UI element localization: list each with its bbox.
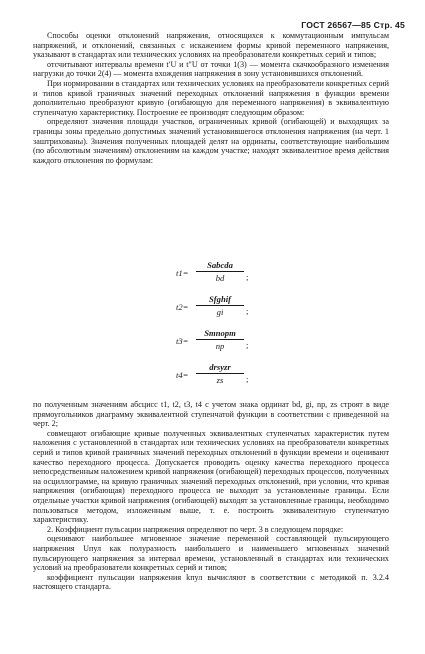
formula-lhs: t2= bbox=[176, 302, 189, 312]
paragraph: совмещают огибающие кривые полученных эквивалентных ступенчатых характеристик путем наложения с установленной в стандартах или технических условиях на преобразователи конкретных серий и типов кривой граничных значений переходных отклонений в функции времени и оценивают качество переходного процесса. Допускается проводить оценку качества переходного процесса непосредственным наложением кривой напряжения (огибающей) переходных процессов, полученных на осциллограмме, на кривую граничных значений переходных отклонений, при условии, что кривая напряжения (огибающая) переходного процесса не выходит за установленные границы. Если отдельные участки кривой напряжения (огибающей) выходят за установленные границы, необходимо пользоваться методом, изложенным выше, т. е. построить эквивалентную ступенчатую характеристику. bbox=[33, 428, 389, 525]
paragraph: При нормировании в стандартах или технических условиях на преобразователи конкретных серий и типов кривой граничных значений переходных отклонений напряжения в функции времени дополнительно преобразуют кривую (огибающую для переменного напряжения) в эквивалентную ступенчатую характеристику. Построение ее производят следующим образом: bbox=[33, 78, 389, 117]
formula-fraction bbox=[196, 260, 244, 283]
formula-denominator: zs bbox=[216, 375, 224, 385]
formula-numerator: Sfghif bbox=[196, 294, 244, 306]
formula-end: ; bbox=[246, 272, 249, 282]
formula-numerator: Smnopm bbox=[196, 328, 244, 340]
paragraph: 2. Коэффициент пульсации напряжения определяют по черт. 3 в следующем порядке: bbox=[47, 524, 344, 534]
formula-denominator: bd bbox=[215, 273, 225, 283]
text-block-bottom bbox=[33, 400, 389, 592]
formula-denominator: np bbox=[215, 341, 225, 351]
formula-numerator: Sabcda bbox=[196, 260, 244, 272]
paragraph: по полученным значениям абсцисс t1, t2, t3, t4 с учетом знака ординат bd, gi, np, zs строят в виде прямоугольников диаграмму эквивалентной ступенчатой функции в соответствии с приведенной на черт. 2; bbox=[33, 400, 389, 429]
formula-fraction bbox=[196, 362, 244, 385]
paragraph: определяют значения площади участков, ограниченных кривой (огибающей) и выходящих за границы зоны предельно допустимых значений установившегося отклонения напряжения (на черт. 1 заштрихованы). Значения полученных площадей делят на ординаты, соответствующие наибольшим (по абсолютным значениям) отклонениям на каждом участке; находят эквивалентное время действия каждого отклонения по формулам: bbox=[33, 117, 389, 165]
paragraph: коэффициент пульсации напряжения kпул вычисляют в соответствии с методикой п. 3.2.4 настоящего стандарта. bbox=[33, 572, 389, 592]
formula-lhs: t4= bbox=[176, 370, 189, 380]
paragraph: отсчитывают интервалы времени t′U и t″U от точки 1(3) — момента скачкообразного изменения нагрузки до точки 2(4) — момента вхождения напряжения в зону установившихся отклонений. bbox=[33, 59, 389, 79]
page-header: ГОСТ 26567—85 Стр. 45 bbox=[301, 20, 405, 30]
paragraph: оценивают наибольшее мгновенное значение переменной составляющей пульсирующего напряжения Uпул как полуразность наибольшего и наименьшего мгновенных значений пульсирующего напряжения за интервал времени, установленный в стандартах или технических условий на преобразователи конкретных серий и типов; bbox=[33, 534, 389, 573]
formula-lhs: t1= bbox=[176, 268, 189, 278]
formula-numerator: drsyzr bbox=[196, 362, 244, 374]
formula-denominator: gi bbox=[216, 307, 224, 317]
formula-end: ; bbox=[246, 340, 249, 350]
formula-end: ; bbox=[246, 374, 249, 384]
formula-fraction bbox=[196, 294, 244, 317]
formula-lhs: t3= bbox=[176, 336, 189, 346]
paragraph: Способы оценки отклонений напряжения, относящихся к коммутационным импульсам напряжений, и отклонений, связанных с искажением формы кривой переменного напряжения, указывают в стандартах или технических условиях на преобразователи конкретных серий и типов; bbox=[33, 31, 389, 60]
text-block-top bbox=[33, 31, 389, 165]
formula-end: ; bbox=[246, 306, 249, 316]
formula-fraction bbox=[196, 328, 244, 351]
